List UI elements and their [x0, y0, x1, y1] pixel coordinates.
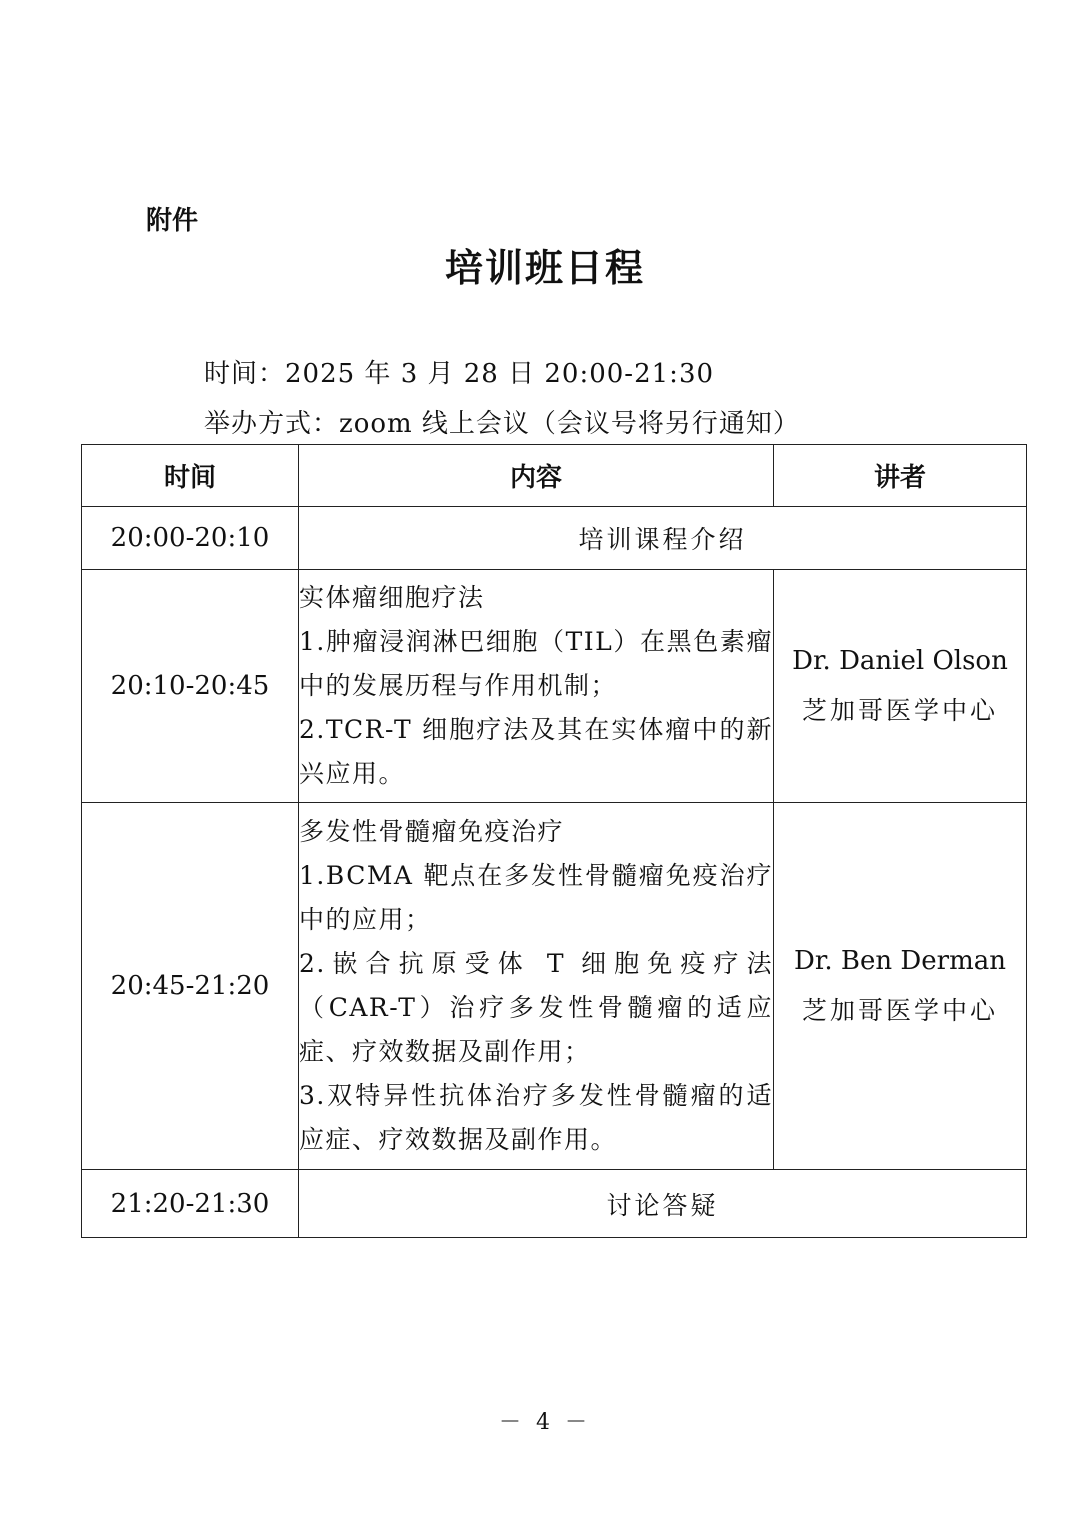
table-row: [82, 570, 1027, 803]
session-heading: 多发性骨髓瘤免疫治疗: [299, 817, 565, 846]
meeting-format: 举办方式：zoom 线上会议（会议号将另行通知）: [204, 409, 800, 439]
table-header-row: [82, 445, 1027, 507]
row-content: 讨论答疑: [299, 1170, 1027, 1238]
session-item: 1.肿瘤浸润淋巴细胞（TIL）在黑色素瘤中的发展历程与作用机制；: [299, 627, 773, 700]
row-content: 培训课程介绍: [299, 507, 1027, 570]
table-row: [82, 803, 1027, 1170]
speaker-organization: 芝加哥医学中心: [801, 696, 998, 725]
row-speaker: [774, 570, 1027, 803]
row-content: [299, 570, 774, 803]
session-heading: 实体瘤细胞疗法: [299, 583, 485, 612]
row-time: 20:00-20:10: [82, 507, 299, 570]
session-item: 3.双特异性抗体治疗多发性骨髓瘤的适应症、疗效数据及副作用。: [299, 1081, 773, 1154]
attachment-label: 附件: [146, 206, 199, 236]
speaker-name: Dr. Daniel Olson: [792, 646, 1008, 676]
table-row: [82, 1170, 1027, 1238]
row-time: 20:10-20:45: [82, 570, 299, 803]
row-speaker: [774, 803, 1027, 1170]
row-content: [299, 803, 774, 1170]
meeting-time: 时间：2025 年 3 月 28 日 20:00-21:30: [204, 359, 715, 389]
session-item: 1.BCMA 靶点在多发性骨髓瘤免疫治疗中的应用；: [299, 861, 773, 934]
page-number: － 4 －: [499, 1410, 591, 1435]
header-speaker: 讲者: [774, 445, 1027, 507]
row-time: 20:45-21:20: [82, 803, 299, 1170]
header-content: 内容: [299, 445, 774, 507]
table-row: [82, 507, 1027, 570]
speaker-organization: 芝加哥医学中心: [801, 996, 998, 1025]
session-item: 2.TCR-T 细胞疗法及其在实体瘤中的新兴应用。: [299, 715, 773, 788]
session-item: 2.嵌合抗原受体 T 细胞免疫疗法（CAR-T）治疗多发性骨髓瘤的适应症、疗效数据及副作用；: [299, 949, 773, 1066]
schedule-table: [81, 444, 1027, 1238]
row-time: 21:20-21:30: [82, 1170, 299, 1238]
speaker-name: Dr. Ben Derman: [793, 946, 1006, 976]
header-time: 时间: [82, 445, 299, 507]
document-title: 培训班日程: [444, 246, 645, 290]
